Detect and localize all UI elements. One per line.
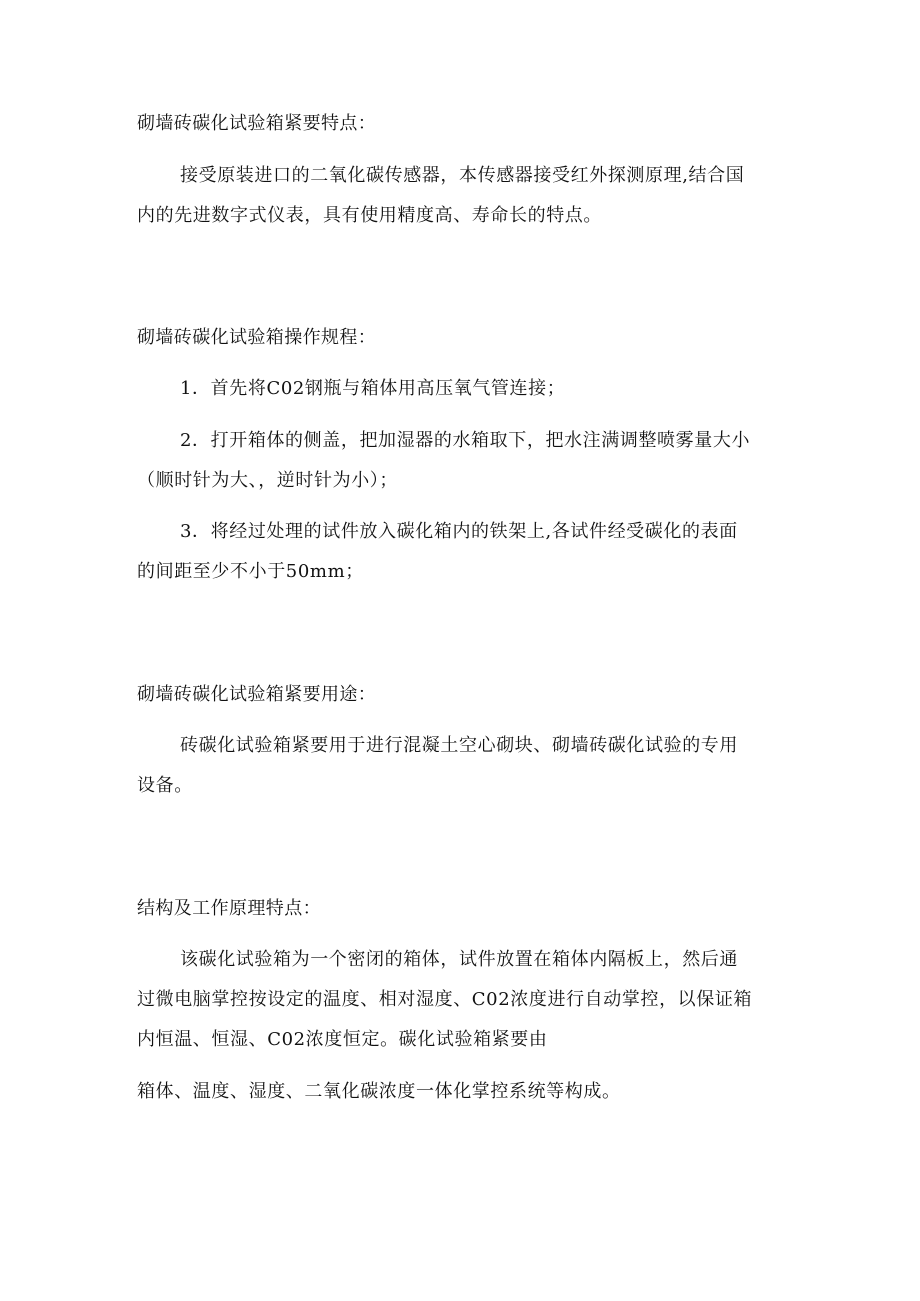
- section-heading-structure: 结构及工作原理特点：: [137, 898, 321, 919]
- section-heading-procedure: 砌墙砖碳化试验箱操作规程：: [137, 327, 377, 348]
- paragraph-line: 砖碳化试验箱紧要用于进行混凝土空心砌块、砌墙砖碳化试验的专用: [180, 735, 738, 756]
- procedure-step-1: 1．首先将C02钢瓶与箱体用高压氧气管连接；: [180, 378, 566, 399]
- procedure-step-3-cont: 的间距至少不小于50mm；: [137, 561, 364, 582]
- paragraph-line: 该碳化试验箱为一个密闭的箱体，试件放置在箱体内隔板上，然后通: [180, 949, 738, 970]
- paragraph-line: 内的先进数字式仪表，具有使用精度高、寿命长的特点。: [137, 205, 602, 226]
- procedure-step-2-cont: （顺时针为大、，逆时针为小）；: [137, 470, 398, 491]
- section-heading-uses: 砌墙砖碳化试验箱紧要用途：: [137, 684, 377, 705]
- paragraph-line: 箱体、温度、湿度、二氧化碳浓度一体化掌控系统等构成。: [137, 1081, 621, 1102]
- paragraph-line: 接受原装进口的二氧化碳传感器，本传感器接受红外探测原理,结合国: [180, 165, 745, 186]
- paragraph-line: 过微电脑掌控按设定的温度、相对湿度、C02浓度进行自动掌控，以保证箱: [137, 989, 753, 1010]
- section-heading-features: 砌墙砖碳化试验箱紧要特点：: [137, 113, 377, 134]
- paragraph-line: 设备。: [137, 775, 193, 796]
- paragraph-line: 内恒温、恒湿、C02浓度恒定。碳化试验箱紧要由: [137, 1029, 548, 1050]
- procedure-step-3: 3．将经过处理的试件放入碳化箱内的铁架上,各试件经受碳化的表面: [180, 521, 738, 542]
- procedure-step-2: 2．打开箱体的侧盖，把加湿器的水箱取下，把水注满调整喷雾量大小: [180, 430, 751, 451]
